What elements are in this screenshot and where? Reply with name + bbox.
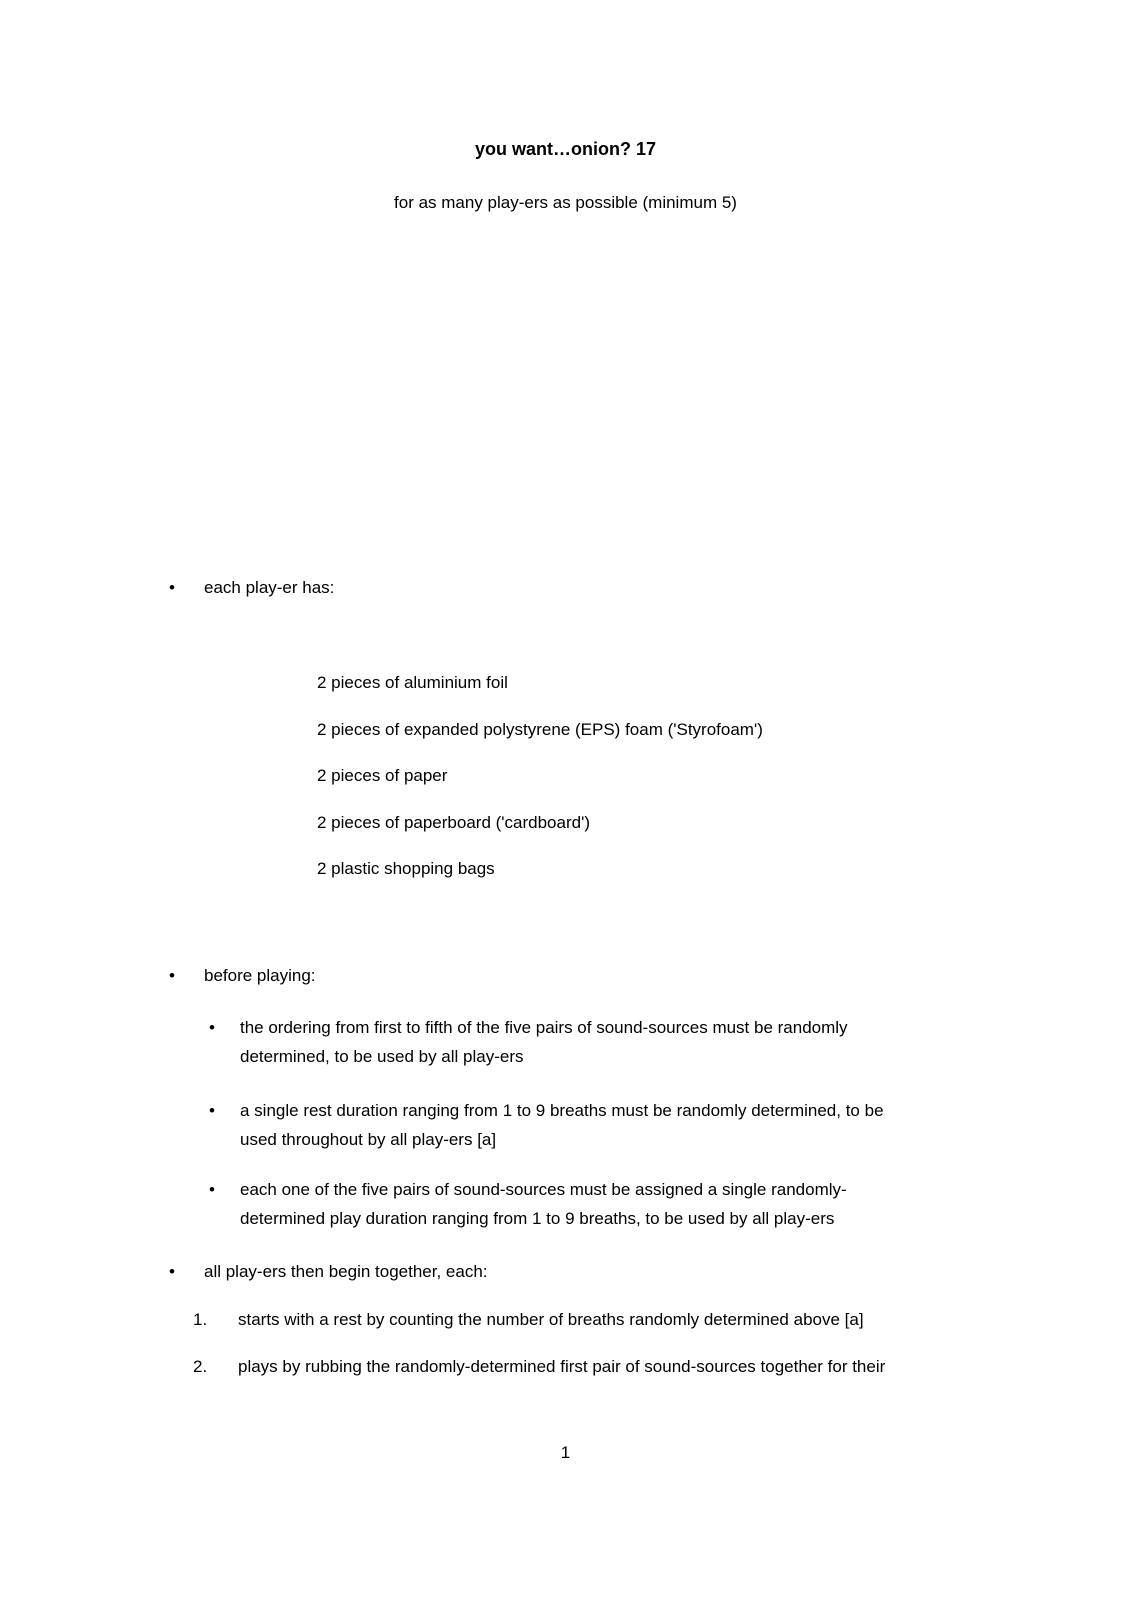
section-heading-before-playing: before playing: (204, 966, 316, 985)
number-marker: 1. (193, 1310, 208, 1329)
document-subtitle: for as many play-ers as possible (minimum 5) (394, 193, 737, 212)
bullet-icon: • (169, 578, 175, 597)
text-line: the ordering from first to fifth of the five pairs of sound-sources must be randomly (240, 1018, 848, 1037)
numbered-item-text (238, 1352, 998, 1381)
sub-bullet-text (240, 1013, 1000, 1071)
text-line: starts with a rest by counting the number of breaths randomly determined above [a] (238, 1310, 864, 1329)
text-line: plays by rubbing the randomly-determined first pair of sound-sources together for their (238, 1357, 886, 1376)
number-marker: 2. (193, 1357, 208, 1376)
material-item: 2 pieces of expanded polystyrene (EPS) foam ('Styrofoam') (317, 720, 763, 739)
bullet-icon: • (169, 1262, 175, 1281)
section-heading-each-player-has: each play-er has: (204, 578, 335, 597)
text-line: determined, to be used by all play-ers (240, 1047, 524, 1066)
bullet-icon: • (209, 1101, 215, 1120)
bullet-icon: • (209, 1180, 215, 1199)
numbered-item-text (238, 1305, 998, 1334)
document-title: you want…onion? 17 (474, 139, 656, 159)
section-heading-begin-together: all play-ers then begin together, each: (204, 1262, 488, 1281)
text-line: a single rest duration ranging from 1 to 9 breaths must be randomly determined, to be (240, 1101, 884, 1120)
material-item: 2 pieces of paperboard ('cardboard') (317, 813, 590, 832)
material-item: 2 pieces of aluminium foil (317, 673, 508, 692)
bullet-icon: • (169, 966, 175, 985)
page-number: 1 (560, 1443, 571, 1462)
sub-bullet-text (240, 1175, 1000, 1233)
text-line: each one of the five pairs of sound-sources must be assigned a single randomly- (240, 1180, 847, 1199)
material-item: 2 pieces of paper (317, 766, 448, 785)
sub-bullet-text (240, 1096, 1000, 1154)
material-item: 2 plastic shopping bags (317, 859, 495, 878)
text-line: used throughout by all play-ers [a] (240, 1130, 497, 1149)
bullet-icon: • (209, 1018, 215, 1037)
text-line: determined play duration ranging from 1 to 9 breaths, to be used by all play-ers (240, 1209, 835, 1228)
